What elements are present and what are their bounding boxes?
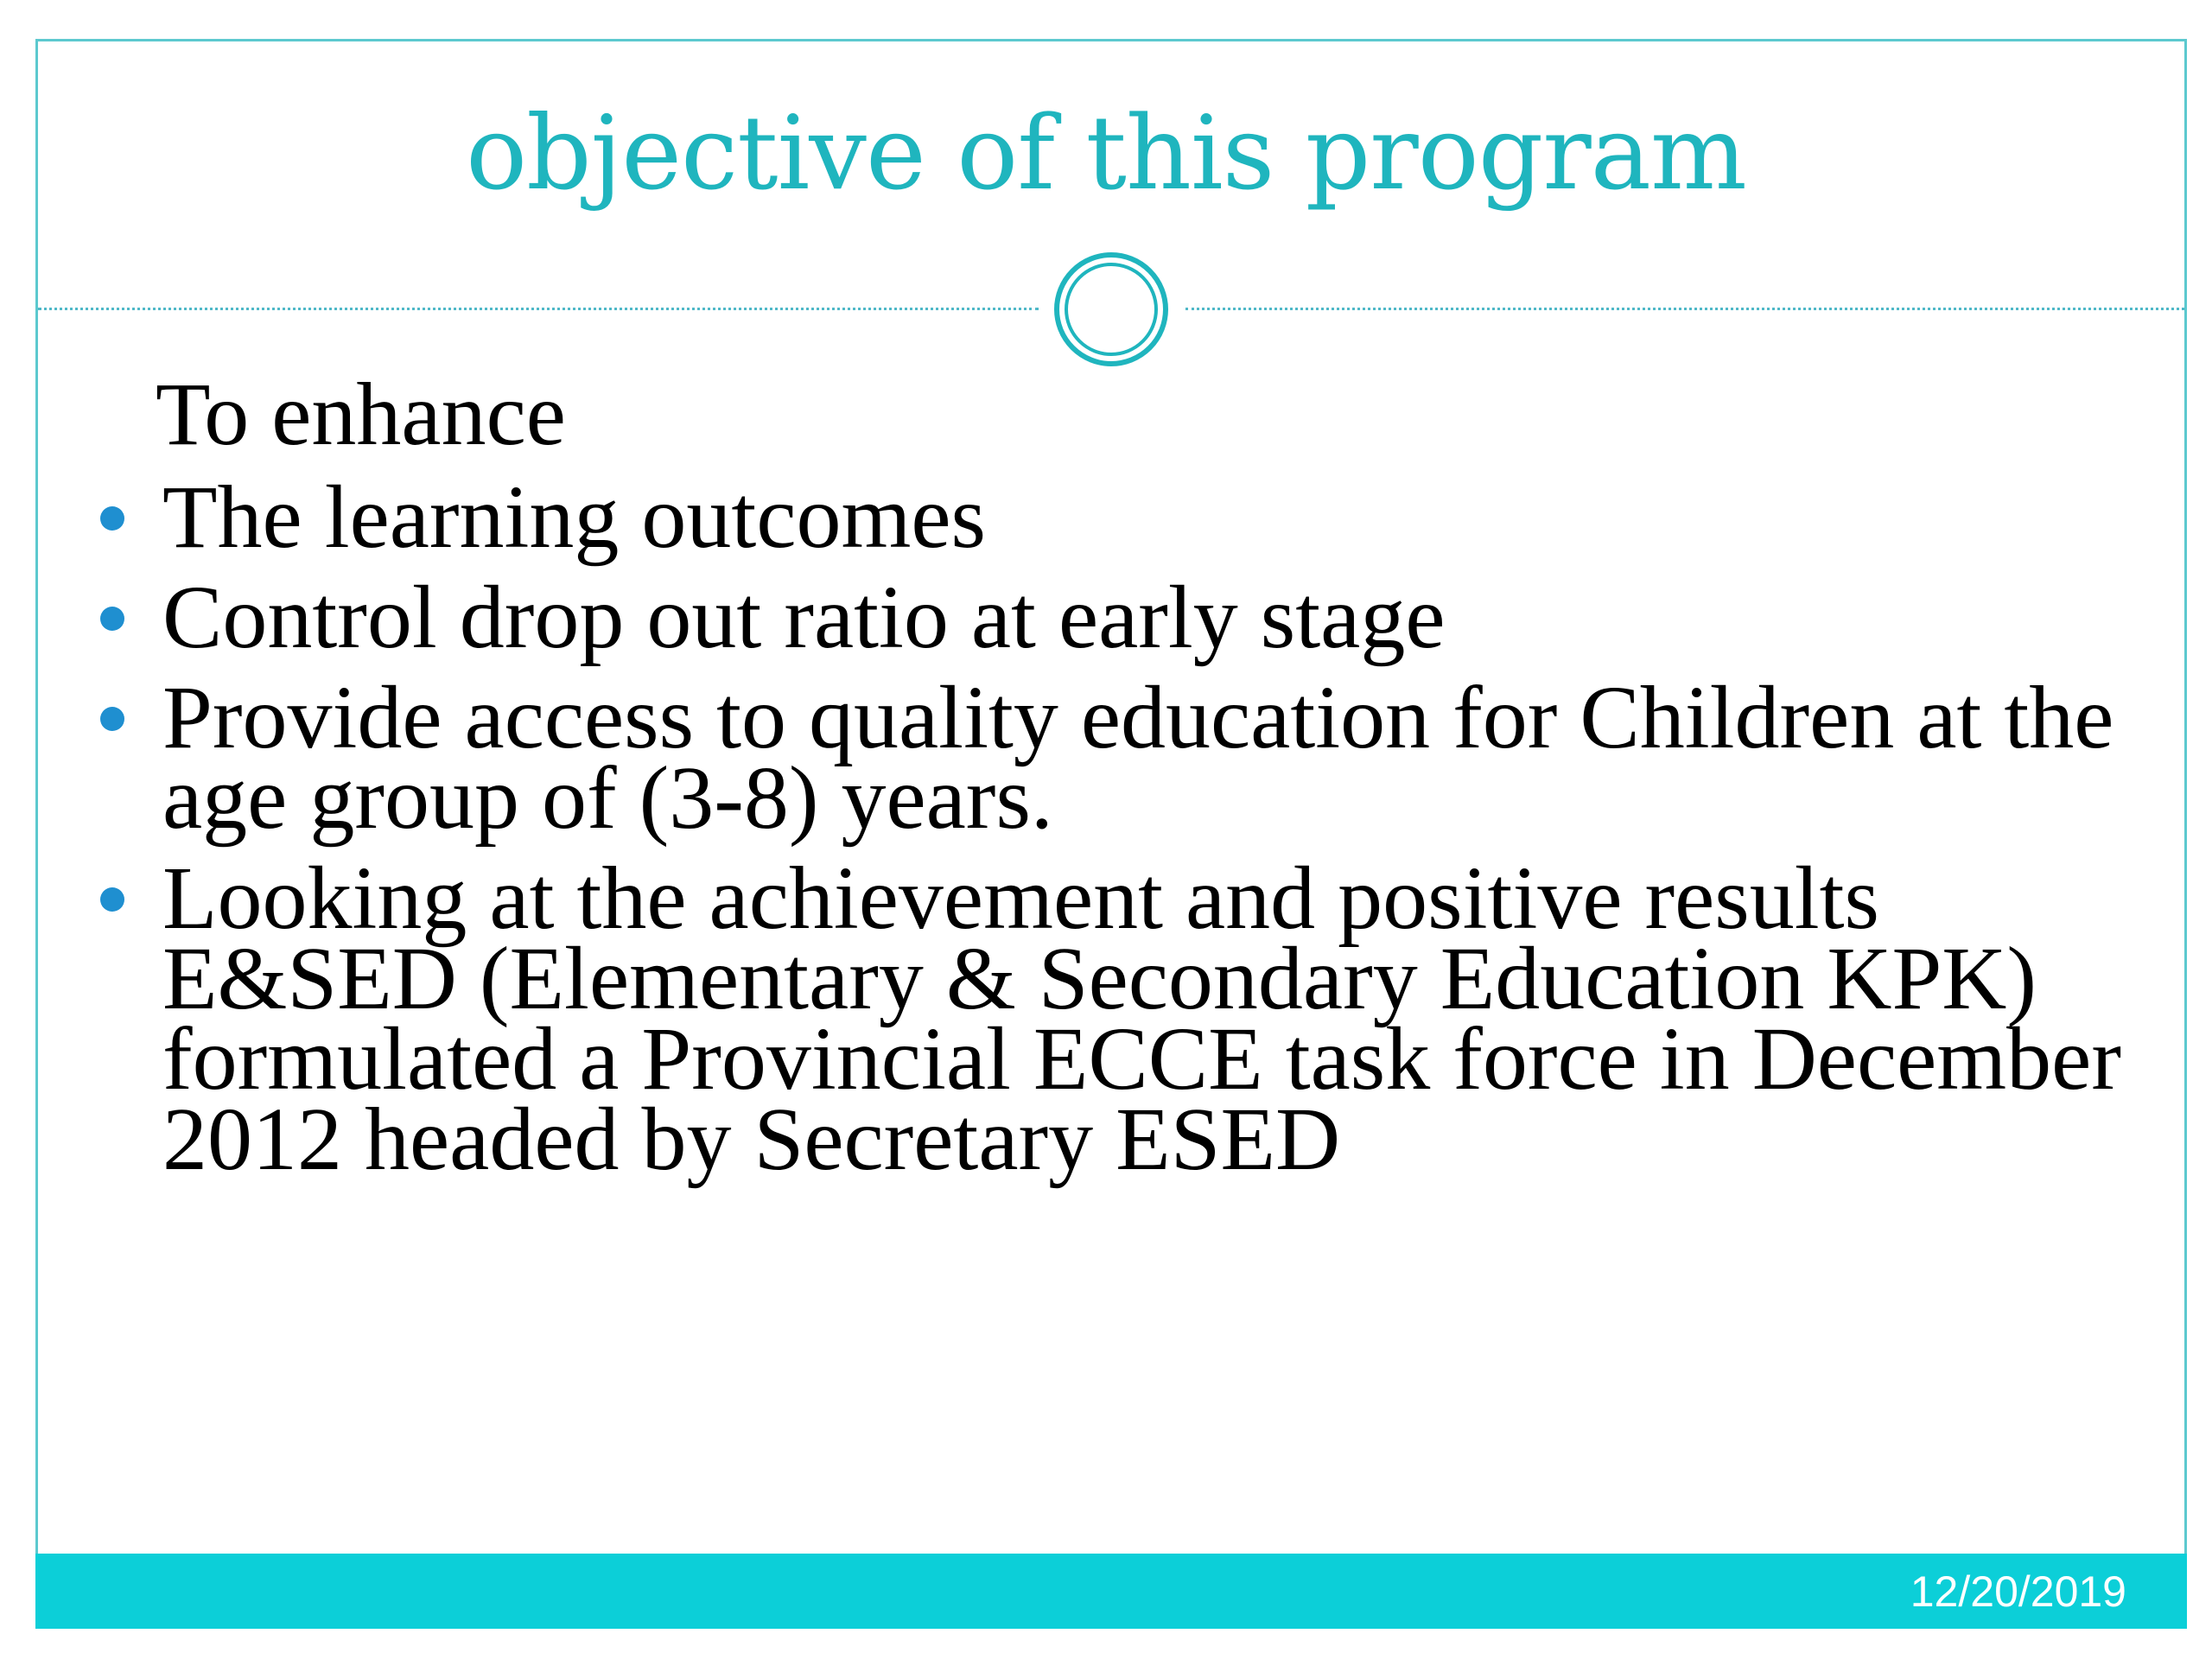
bullet-list: [95, 467, 2152, 1189]
bullet-text: The learning outcomes: [162, 467, 987, 567]
bullet-dot-icon: [100, 607, 124, 631]
bullet-item: [95, 668, 2152, 848]
bullet-item: [95, 467, 2152, 567]
title-divider-left: [38, 308, 1039, 310]
ring-icon: [1054, 252, 1168, 366]
bullet-text: Provide access to quality education for Children at the age group of (3-8) years.: [162, 668, 2114, 848]
bullet-text: Looking at the achievement and positive results E&SED (Elementary & Secondary Education KPK) formulated a Provincial ECCE task force in December 2012 headed by Secretary ESED: [162, 849, 2121, 1189]
bullet-item: [95, 849, 2152, 1189]
bullet-item: [95, 568, 2152, 667]
slide-body: [95, 365, 2152, 1199]
bullet-dot-icon: [100, 707, 124, 731]
title-divider-right: [1185, 308, 2184, 310]
bullet-dot-icon: [100, 887, 124, 912]
bullet-text: Control drop out ratio at early stage: [162, 568, 1446, 667]
slide-title: objective of this program: [466, 93, 1746, 213]
bullet-dot-icon: [100, 506, 124, 531]
footer-date: 12/20/2019: [1910, 1567, 2126, 1616]
footer-bar: [35, 1554, 2187, 1629]
intro-text: To enhance: [156, 365, 566, 464]
